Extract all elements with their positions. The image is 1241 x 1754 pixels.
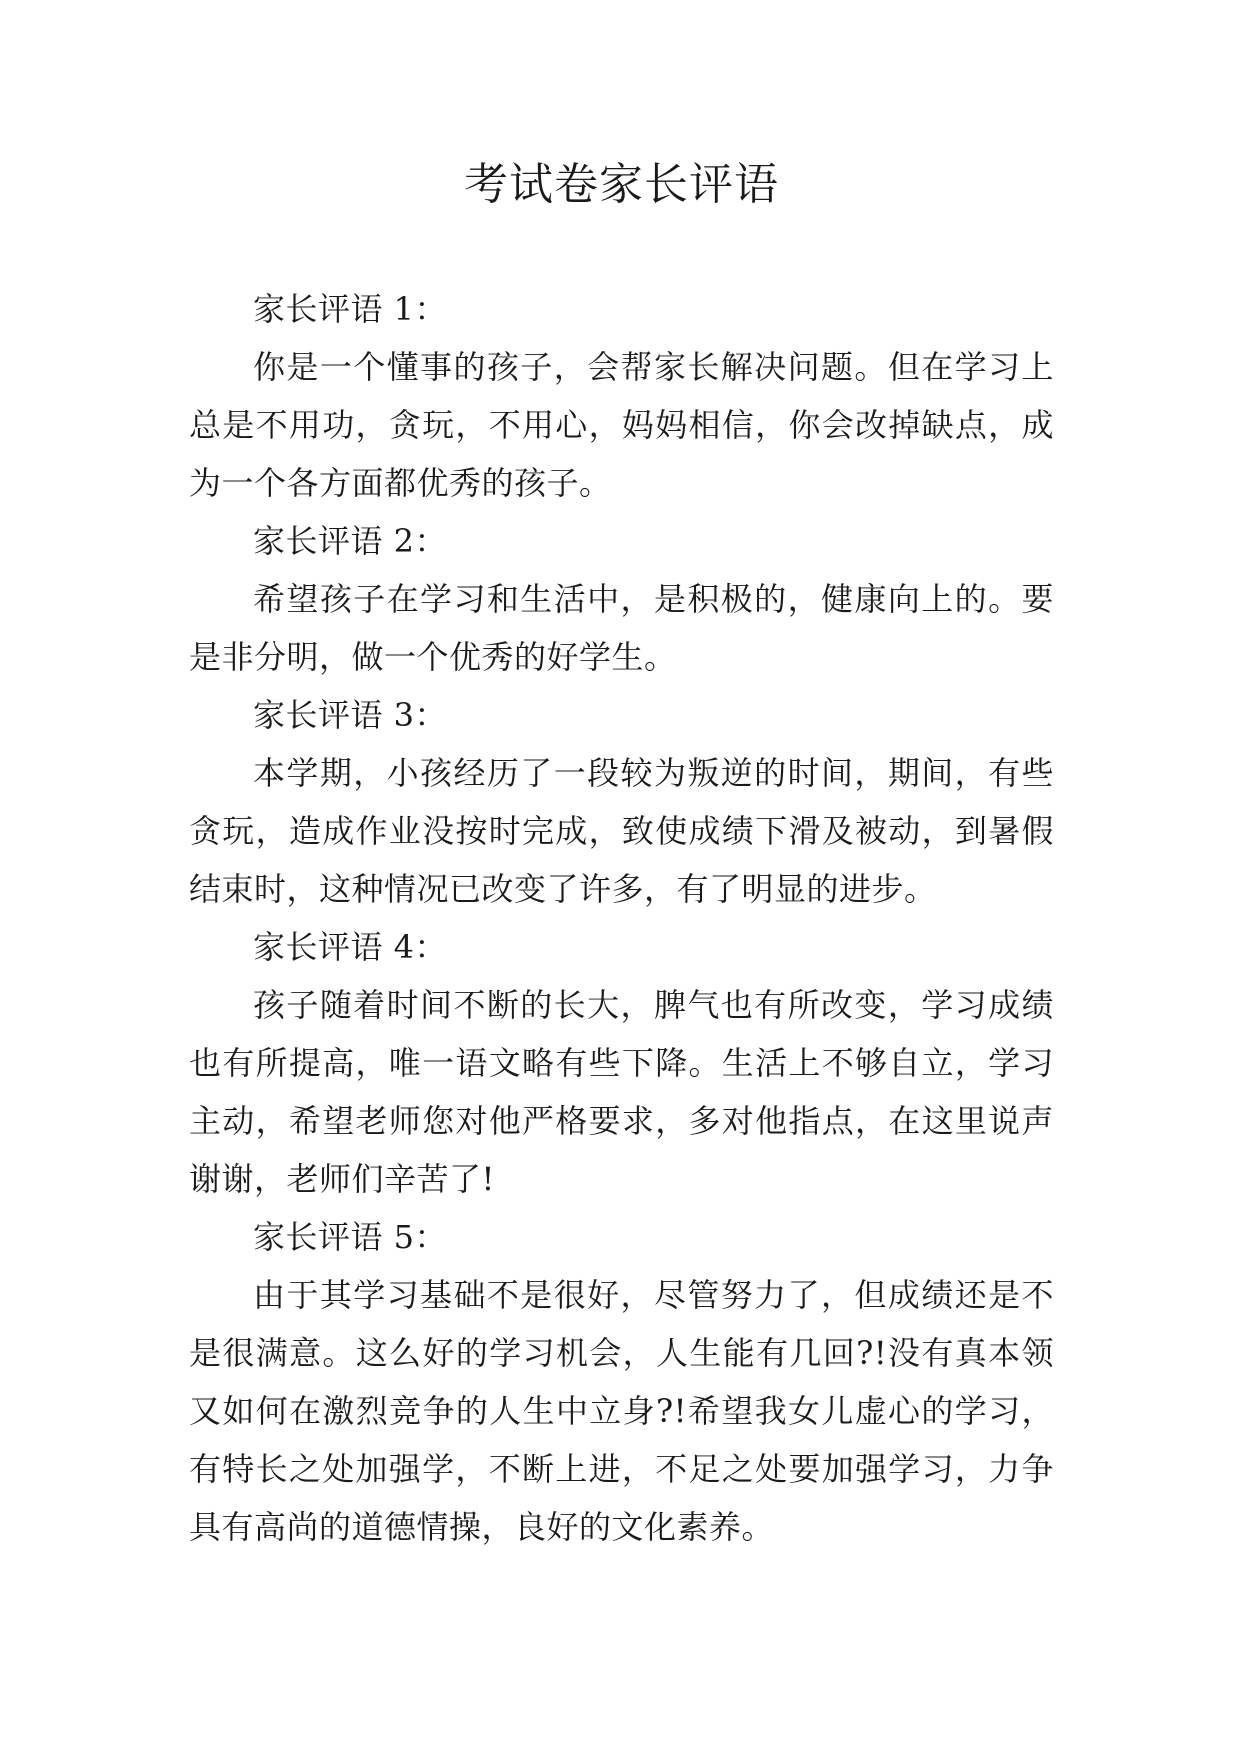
comment-heading-3: 家长评语 3： xyxy=(253,696,448,734)
comment-text-4: 孩子随着时间不断的长大，脾气也有所改变，学习成绩也有所提高，唯一语文略有些下降。生活上不够自立，学习主动，希望老师您对他严格要求，多对他指点，在这里说声谢谢，老师们辛苦了! xyxy=(189,986,1054,1198)
document-title: 考试卷家长评语 xyxy=(464,159,779,210)
comment-text-3: 本学期，小孩经历了一段较为叛逆的时间，期间，有些贪玩，造成作业没按时完成，致使成绩下滑及被动，到暑假结束时，这种情况已改变了许多，有了明显的进步。 xyxy=(189,754,1054,908)
comment-heading-1: 家长评语 1： xyxy=(253,290,448,328)
comment-heading-4: 家长评语 4： xyxy=(253,928,448,966)
comment-text-1: 你是一个懂事的孩子，会帮家长解决问题。但在学习上总是不用功，贪玩，不用心，妈妈相信，你会改掉缺点，成为一个各方面都优秀的孩子。 xyxy=(189,348,1054,502)
comment-text-2: 希望孩子在学习和生活中，是积极的，健康向上的。要是非分明，做一个优秀的好学生。 xyxy=(189,580,1054,676)
comment-heading-5: 家长评语 5： xyxy=(253,1218,448,1256)
comment-text-5: 由于其学习基础不是很好，尽管努力了，但成绩还是不是很满意。这么好的学习机会，人生能有几回?!没有真本领又如何在激烈竞争的人生中立身?!希望我女儿虚心的学习，有特长之处加强学，不断上进，不足之处要加强学习，力争具有高尚的道德情操，良好的文化素养。 xyxy=(189,1276,1054,1546)
document-body xyxy=(189,280,1054,1556)
comment-heading-2: 家长评语 2： xyxy=(253,522,448,560)
